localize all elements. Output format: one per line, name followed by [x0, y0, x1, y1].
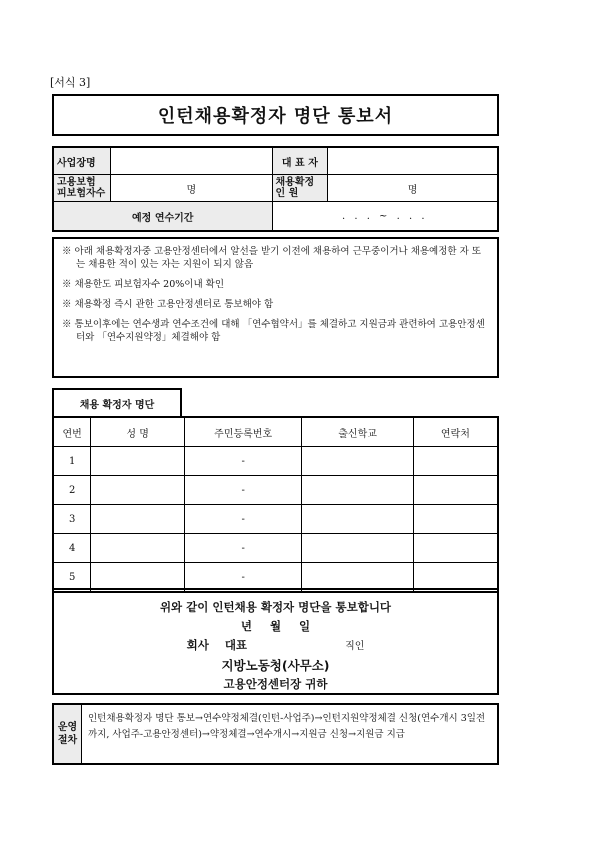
name-cell[interactable] — [91, 447, 185, 476]
declaration-signature-line — [54, 636, 497, 656]
row-number: 3 — [53, 505, 91, 534]
insured-count-field[interactable] — [111, 175, 272, 202]
declaration-box — [52, 588, 499, 695]
school-cell[interactable] — [302, 505, 413, 534]
roster-table — [52, 416, 499, 593]
school-cell[interactable] — [302, 476, 413, 505]
training-period-label: 예정 연수기간 — [53, 202, 272, 232]
note-item: ※ 통보이후에는 연수생과 연수조건에 대해 「연수협약서」를 체결하고 지원금과 관련하여 고용안정센터와 「연수지원약정」체결해야 함 — [62, 319, 485, 343]
contact-cell[interactable] — [413, 505, 498, 534]
notes-box — [52, 237, 499, 378]
declaration-text: 위와 같이 인턴채용 확정자 명단을 통보합니다 — [159, 600, 392, 614]
document-title: 인턴채용확정자 명단 통보서 — [157, 106, 394, 127]
declaration-date: 년 월 일 — [240, 619, 311, 633]
header-school: 출신학교 — [302, 417, 413, 447]
insured-unit: 명 — [186, 184, 197, 196]
form-number-label: [서식 3] — [50, 76, 91, 89]
recipient-center: 고용안정센터장 귀하 — [223, 677, 328, 691]
resident-id-cell[interactable]: - — [184, 534, 301, 563]
row-number: 1 — [53, 447, 91, 476]
training-period-field[interactable]: . . . ~ . . . — [272, 202, 498, 232]
seal-label: 직인 — [345, 641, 365, 652]
school-cell[interactable] — [302, 534, 413, 563]
table-row — [53, 534, 498, 563]
contact-cell[interactable] — [413, 476, 498, 505]
company-info-table — [52, 146, 499, 232]
school-cell[interactable] — [302, 447, 413, 476]
hire-count-field[interactable] — [328, 175, 498, 202]
procedure-box — [52, 703, 499, 765]
procedure-text: 인턴채용확정자 명단 통보→연수약정체결(인턴-사업주)→인턴지원약정체결 신청(연수개시 3일전까지, 사업주-고용안정센터)→약정체결→연수개시→지원금 신청→지원금 지급 — [88, 713, 486, 740]
name-cell[interactable] — [91, 505, 185, 534]
header-resident-id: 주민등록번호 — [184, 417, 301, 447]
contact-cell[interactable] — [413, 447, 498, 476]
ceo-field[interactable] — [328, 147, 498, 175]
header-contact: 연락처 — [413, 417, 498, 447]
header-name: 성 명 — [91, 417, 185, 447]
contact-cell[interactable] — [413, 534, 498, 563]
table-row — [53, 447, 498, 476]
resident-id-cell[interactable]: - — [184, 476, 301, 505]
procedure-label: 운영 절차 — [54, 705, 82, 763]
name-cell[interactable] — [91, 534, 185, 563]
roster-section-title: 채용 확정자 명단 — [52, 388, 182, 416]
title-box — [52, 94, 499, 136]
hire-unit: 명 — [407, 184, 418, 196]
row-number: 2 — [53, 476, 91, 505]
roster-header-row — [53, 417, 498, 447]
resident-id-cell[interactable]: - — [184, 447, 301, 476]
name-cell[interactable] — [91, 476, 185, 505]
note-item: ※ 채용한도 피보험자수 20%이내 확인 — [62, 279, 224, 290]
row-number: 4 — [53, 534, 91, 563]
table-row — [53, 476, 498, 505]
insured-count-label: 고용보험 피보험자수 — [53, 175, 111, 202]
note-item: ※ 채용확정 즉시 관한 고용안정센터로 통보해야 함 — [62, 299, 274, 310]
ceo-label: 대 표 자 — [272, 147, 328, 175]
company-name-field[interactable] — [111, 147, 272, 175]
hire-count-label: 채용확정 인 원 — [272, 175, 328, 202]
note-item: ※ 아래 채용확정자중 고용안정센터에서 알선을 받기 이전에 채용하여 근무중이거나 채용예정한 자 또는 채용한 적이 있는 자는 지원이 되지 않음 — [62, 246, 481, 270]
company-representative: 회사 대표 — [186, 638, 248, 652]
table-row — [53, 505, 498, 534]
company-name-label: 사업장명 — [53, 147, 111, 175]
labor-office: 지방노동청(사무소) — [221, 658, 330, 673]
header-no: 연번 — [53, 417, 91, 447]
resident-id-cell[interactable]: - — [184, 505, 301, 534]
resident-id-cell[interactable]: - — [184, 563, 301, 593]
row-number: 5 — [53, 563, 91, 593]
